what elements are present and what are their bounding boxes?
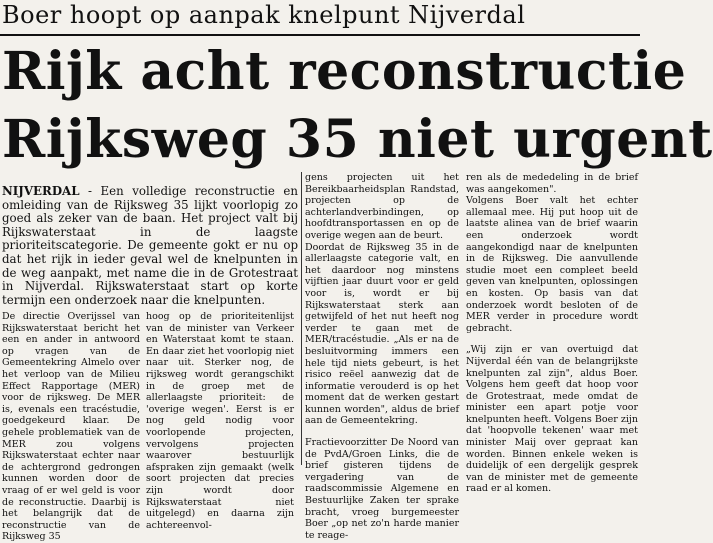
column-4-para-1: ren als de mededeling in de brief was aangekomen".: [466, 172, 638, 195]
column-1: [2, 311, 140, 543]
column-2-text: hoog op de prioriteitenlijst van de minister van Verkeer en Waterstaat komt te staan. En daar ziet het voorlopig niet naar uit. Sterker nog, de rijksweg wordt gerangschikt in de groep met de allerlaagste prioriteit: de 'overige wegen'. Eerst is er nog geld nodig voor voorlopende projecten, vervolgens projecten waarover bestuurlijk afspraken zijn gemaakt (welk soort projecten dat precies zijn wordt door Rijkswaterstaat niet uitgelegd) en daarna zijn achtereenvol-: [146, 311, 294, 531]
column-4-para-2: Volgens Boer valt het echter allemaal mee. Hij put hoop uit de laatste alinea van de brief waarin een onderzoek wordt aangekondigd naar de knelpunten in de Rijksweg. Die aanvullende studie moet een compleet beeld geven van knelpunten, oplossingen en kosten. Op basis van dat onderzoek wordt besloten of de MER verder in procedure wordt gebracht.: [466, 195, 638, 334]
lead-text: - Een volledige reconstructie en omleiding van de Rijksweg 35 lijkt voorlopig zo goed als zeker van de baan. Het project valt bij Rijkswaterstaat in de laagste prioriteitscategorie. De gemeente gokt er nu op dat het rijk in ieder geval wel de knelpunten in de weg aanpakt, met name die in de Grotestraat in Nijverdal. Rijkswaterstaat start op korte termijn een onderzoek naar die knelpunten.: [2, 184, 298, 307]
column-1-text: De directie Overijssel van Rijkswaterstaat bericht het een en ander in antwoord op vragen van de Gemeentekring Almelo over het verloop van de Milieu Effect Rapportage (MER) voor de rijksweg. De MER is, evenals een tracéstudie, goedgekeurd klaar. De gehele problematiek van de MER zou volgens Rijkswaterstaat echter naar de achtergrond gedrongen kunnen worden door de vraag of er wel geld is voor de reconstructie. Daarbij is het belangrijk dat de reconstructie van de Rijksweg 35: [2, 311, 140, 543]
column-3-para-2: Doordat de Rijksweg 35 in de allerlaagste categorie valt, en het daardoor nog minstens vijftien jaar duurt voor er geld voor is, wordt er bij Rijkswaterstaat sterk aan getwijfeld of het nut heeft nog verder te gaan met de MER/tracéstudie. „Als er na de besluitvorming immers een hele tijd niets gebeurt, is het risico reëel aanwezig dat de informatie verouderd is op het moment dat de werken gestart kunnen worden", aldus de brief aan de Gemeentekring.: [305, 241, 459, 427]
column-divider: [301, 172, 302, 465]
column-3-para-1: gens projecten uit het Bereikbaarheidsplan Randstad, projecten op de achterlandverbindingen, op hoofdtransportassen en op de overige wegen aan de beurt.: [305, 172, 459, 241]
column-2: [146, 311, 294, 531]
kicker-rule: [0, 34, 640, 36]
lead-paragraph: [2, 185, 298, 305]
headline-line-2: Rijksweg 35 niet urgent: [2, 109, 713, 170]
column-3: [305, 172, 459, 541]
dateline: NIJVERDAL: [2, 184, 80, 198]
headline-line-1: Rijk acht reconstructie: [2, 41, 687, 102]
column-4: [466, 172, 638, 495]
article-kicker: Boer hoopt op aanpak knelpunt Nijverdal: [2, 1, 526, 29]
column-3-para-3: Fractievoorzitter De Noord van de PvdA/Groen Links, die de brief gisteren tijdens de vergadering van de raadscommissie Algemene en Bestuurlijke Zaken ter sprake bracht, vroeg burgemeester Boer „op net zo'n harde manier te reage-: [305, 437, 459, 541]
column-4-para-3: „Wij zijn er van overtuigd dat Nijverdal één van de belangrijkste knelpunten zal zijn", aldus Boer. Volgens hem geeft dat hoop voor de Grotestraat, mede omdat de minister een apart potje voor knelpunten heeft. Volgens Boer zijn dat 'hoopvolle tekenen' waar met minister Maij over gepraat kan worden. Binnen enkele weken is duidelijk of een dergelijk gesprek van de minister met de gemeente raad er al komen.: [466, 344, 638, 495]
